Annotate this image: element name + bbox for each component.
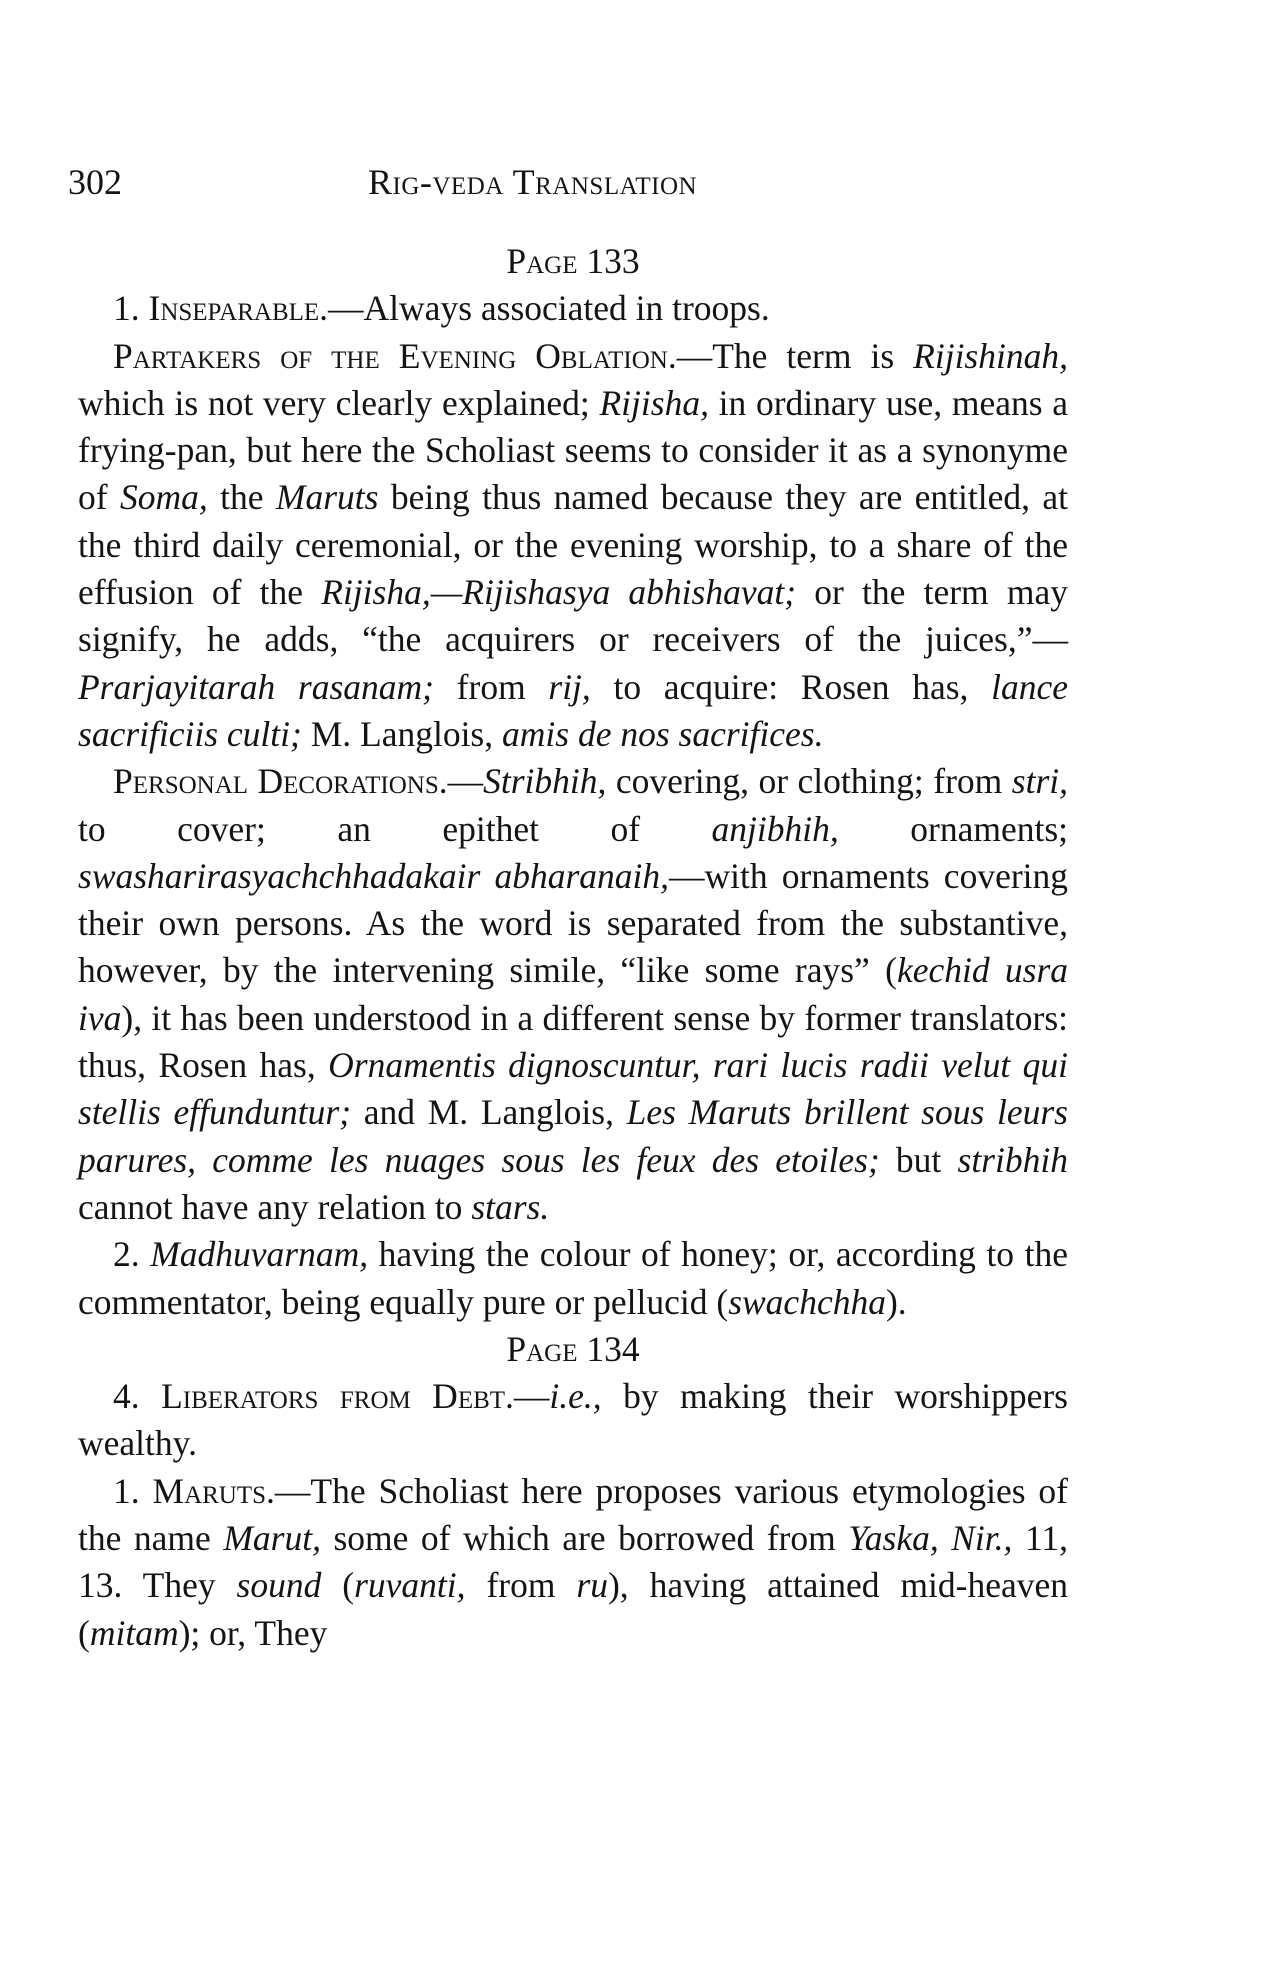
- section-heading-page-134: Page 134: [506, 1328, 640, 1369]
- note-liberators-from-debt: 4. Liberators from Debt.—i.e., by making their worshippers wealthy.: [78, 1376, 1068, 1464]
- note-madhuvarnam: 2. Madhuvarnam, having the colour of honey; or, according to the commentator, being equally pure or pellucid (swachchha).: [78, 1234, 1068, 1322]
- note-partakers-evening-oblation: Partakers of the Evening Oblation.—The term is Rijishinah, which is not very clearly explained; Rijisha, in ordinary use, means a frying-pan, but here the Scholiast seems to consider it as a synonyme of Soma, the Maruts being thus named because they are entitled, at the third daily ceremonial, or the evening worship, to a share of the effusion of the Rijisha,—Rijishasya abhishavat; or the term may signify, he adds, “the acquirers or receivers of the juices,”—Prarjayitarah rasanam; from rij, to acquire: Rosen has, lance sacrificiis culti; M. Langlois, amis de nos sacrifices.: [78, 335, 1069, 754]
- section-heading-page-133: Page 133: [506, 241, 640, 281]
- note-maruts: 1. Maruts.—The Scholiast here proposes various etymologies of the name Marut, some of which are borrowed from Yaska, Nir., 11, 13. They sound (ruvanti, from ru), having attained mid-heaven (mitam); or, They: [78, 1470, 1069, 1653]
- page-number: 302: [68, 162, 122, 202]
- running-title: Rig-veda Translation: [368, 162, 698, 202]
- note-personal-decorations: Personal Decorations.—Stribhih, covering, or clothing; from stri, to cover; an epithet of anjibhih, ornaments; swasharirasyachchhadakair abharanaih,—with ornaments covering their own persons. As the word is separated from the substantive, however, by the intervening simile, “like some rays” (kechid usra iva), it has been understood in a different sense by former translators: thus, Rosen has, Ornamentis dignoscuntur, rari lucis radii velut qui stellis effunduntur; and M. Langlois, Les Maruts brillent sous leurs parures, comme les nuages sous les feux des etoiles; but stribhih cannot have any relation to stars.: [78, 761, 1069, 1227]
- page-body: [78, 238, 1068, 1657]
- note-inseparable: 1. Inseparable.—Always associated in troops.: [113, 288, 770, 329]
